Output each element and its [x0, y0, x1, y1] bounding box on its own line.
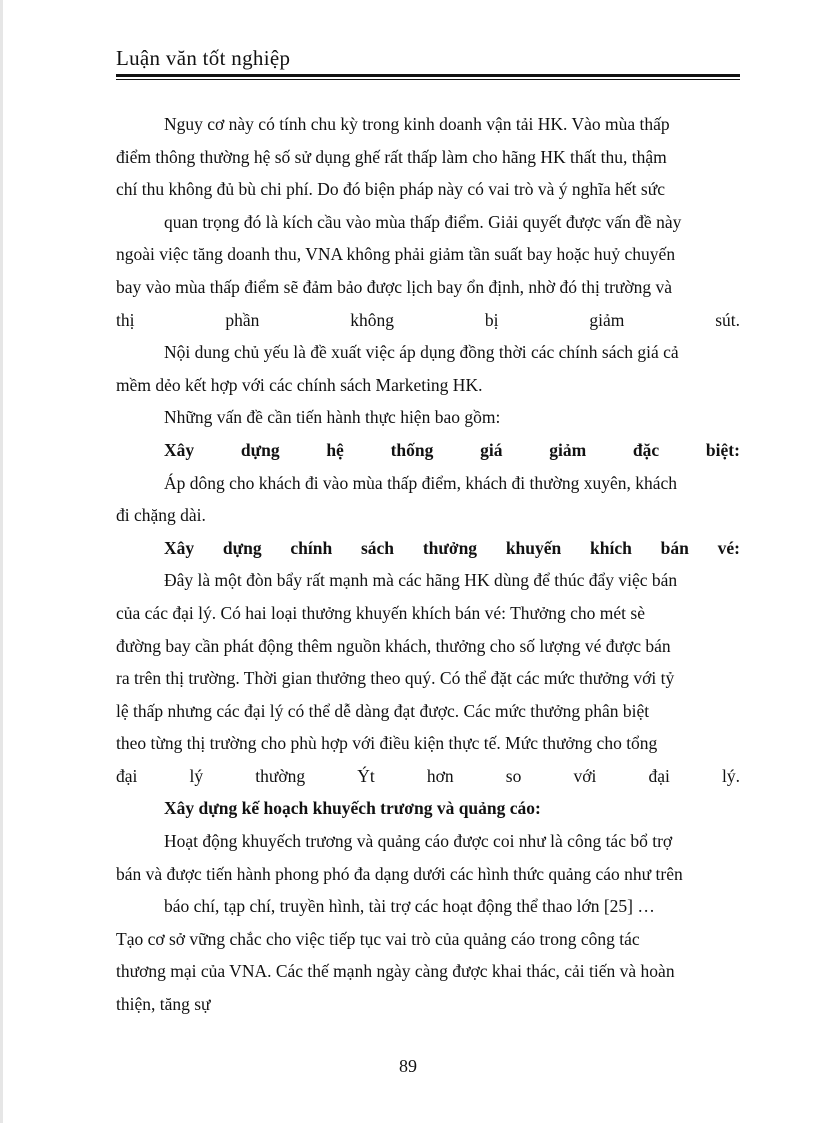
paragraph-line: Hoạt động khuyếch trương và quảng cáo được coi như là công tác bổ trợ	[164, 831, 673, 852]
header-rule-thin	[116, 79, 740, 80]
body-text	[116, 108, 740, 1021]
paragraph-line: theo từng thị trường cho phù hợp với điều kiện thực tế. Mức thưởng cho tổng	[116, 733, 658, 754]
word: thống	[390, 439, 434, 460]
paragraph-line: ra trên thị trường. Thời gian thưởng theo quý. Có thể đặt các mức thưởng với tỷ	[116, 668, 675, 689]
paragraph-line: Tạo cơ sở vững chắc cho việc tiếp tục vai trò của quảng cáo trong công tác	[116, 928, 640, 949]
paragraph-line: quan trọng đó là kích cầu vào mùa thấp điểm. Giải quyết được vấn đề này	[164, 211, 682, 232]
word: thường	[255, 765, 306, 786]
paragraph-line: Những vấn đề cần tiến hành thực hiện bao gồm:	[164, 407, 501, 428]
word: dựng	[222, 537, 262, 558]
page-edge-shadow	[0, 0, 3, 1123]
word: lý.	[721, 765, 740, 786]
word: thưởng	[422, 537, 478, 558]
header-rule-thick	[116, 74, 740, 77]
word: khích	[590, 537, 632, 558]
paragraph-line: mềm dẻo kết hợp với các chính sách Marketing HK.	[116, 374, 483, 395]
paragraph-line: đường bay cần phát động thêm nguồn khách, thưởng cho số lượng vé được bán	[116, 635, 671, 656]
paragraph-line: báo chí, tạp chí, truyền hình, tài trợ các hoạt động thể thao lớn [25] …	[164, 896, 655, 917]
word: sút.	[715, 309, 740, 330]
word: hơn	[426, 765, 454, 786]
paragraph-line: chí thu không đủ bù chi phí. Do đó biện pháp này có vai trò và ý nghĩa hết sức	[116, 179, 665, 200]
word: phần	[225, 309, 260, 330]
word: dựng	[240, 439, 280, 460]
paragraph-line: bay vào mùa thấp điểm sẽ đảm bảo được lịch bay ổn định, nhờ đó thị trường và	[116, 276, 673, 297]
word: với	[573, 765, 597, 786]
paragraph-line: đi chặng dài.	[116, 505, 206, 526]
paragraph-line: của các đại lý. Có hai loại thưởng khuyến khích bán vé: Thưởng cho mét sè	[116, 602, 645, 623]
word: đại	[116, 765, 138, 786]
word: bị	[484, 309, 499, 330]
word: thị	[116, 309, 135, 330]
word: Xây	[164, 537, 195, 558]
paragraph-line: Áp dông cho khách đi vào mùa thấp điểm, khách đi thường xuyên, khách	[164, 472, 677, 493]
section-heading-price-system	[116, 434, 740, 467]
word: giảm	[589, 309, 625, 330]
justified-line	[116, 304, 740, 337]
word: đại	[648, 765, 670, 786]
word: đặc	[632, 439, 660, 460]
word: so	[505, 765, 522, 786]
word: sách	[360, 537, 395, 558]
word: chính	[290, 537, 333, 558]
word: hệ	[326, 439, 344, 460]
word: giảm	[549, 439, 587, 460]
justified-line	[116, 760, 740, 793]
section-heading-sales-incentive	[116, 532, 740, 565]
paragraph-line: thương mại của VNA. Các thế mạnh ngày càng được khai thác, cải tiến và hoàn	[116, 961, 675, 982]
paragraph-line: điểm thông thường hệ số sử dụng ghế rất thấp làm cho hãng HK thất thu, thậm	[116, 146, 667, 167]
word: lý	[189, 765, 204, 786]
word: Xây	[164, 439, 195, 460]
section-heading-promotion: Xây dựng kế hoạch khuyếch trương và quảng cáo:	[164, 798, 541, 819]
word: khuyến	[505, 537, 562, 558]
page-number: 89	[399, 1056, 417, 1076]
paragraph-line: lệ thấp nhưng các đại lý có thể dễ dàng đạt được. Các mức thưởng phân biệt	[116, 700, 650, 721]
word: biệt:	[705, 439, 740, 460]
word: giá	[480, 439, 503, 460]
paragraph-line: ngoài việc tăng doanh thu, VNA không phải giảm tần suất bay hoặc huỷ chuyến	[116, 244, 676, 265]
paragraph-line: Đây là một đòn bẩy rất mạnh mà các hãng HK dùng để thúc đẩy việc bán	[164, 570, 678, 591]
paragraph-line: Nội dung chủ yếu là đề xuất việc áp dụng đồng thời các chính sách giá cả	[164, 342, 679, 363]
word: Ýt	[357, 765, 375, 786]
word: bán	[660, 537, 689, 558]
paragraph-line: thiện, tăng sự	[116, 994, 211, 1015]
word: vé:	[717, 537, 740, 558]
paragraph-line: Nguy cơ này có tính chu kỳ trong kinh doanh vận tải HK. Vào mùa thấp	[164, 114, 670, 134]
paragraph-line: bán và được tiến hành phong phó đa dạng dưới các hình thức quảng cáo như trên	[116, 863, 683, 884]
word: không	[350, 309, 394, 330]
running-header-title: Luận văn tốt nghiệp	[116, 46, 291, 70]
